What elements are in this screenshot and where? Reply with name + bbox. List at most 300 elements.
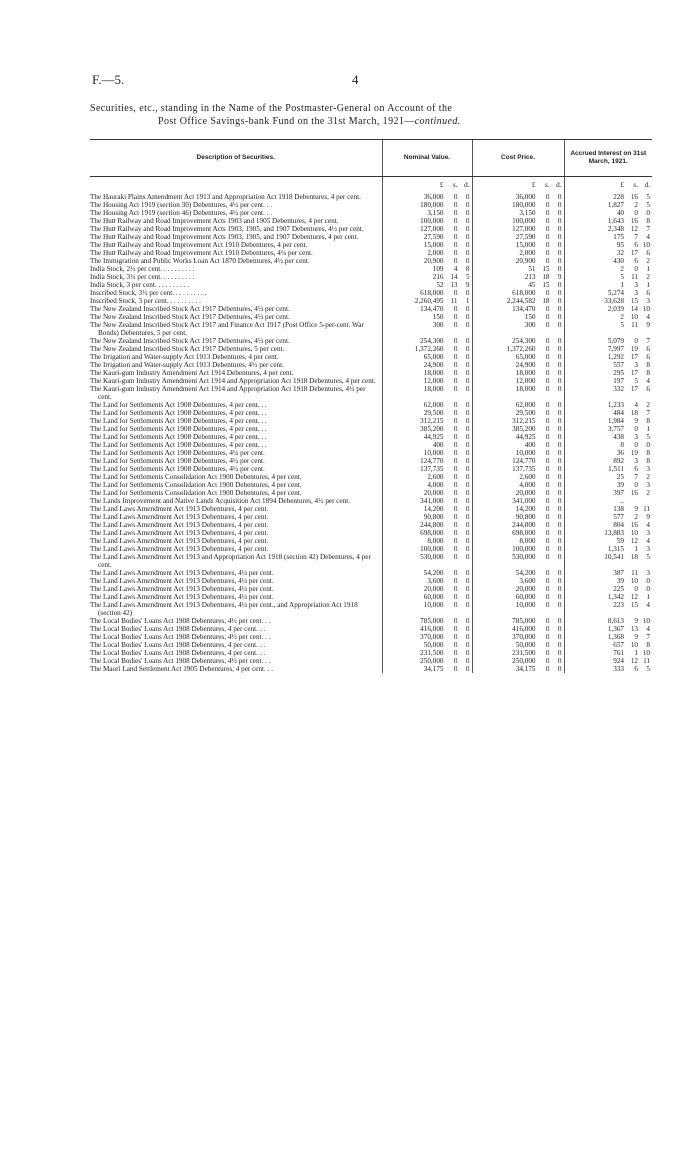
cost-price [472, 385, 564, 401]
nominal-value [382, 201, 472, 209]
description-text: The Hauraki Plains Amendment Act 1913 and Appropriation Act 1918 Debentures, 4 per cent. [90, 193, 361, 201]
pence: 0 [465, 545, 470, 553]
pounds: 1,367 [607, 625, 624, 633]
pounds: 44,925 [515, 433, 536, 441]
description-text: The Land for Settlements Act 1908 Debentures, 4 per cent. . . [90, 409, 267, 417]
pounds: 20,000 [515, 585, 536, 593]
pounds: 698,000 [512, 529, 536, 537]
pence: 0 [557, 433, 562, 441]
description-text: The Housing Act 1919 (section 46) Debentures, 4½ per cent. . . [90, 209, 273, 217]
pence: 0 [465, 425, 470, 433]
pence: 9 [646, 321, 650, 329]
pence: 8 [646, 641, 650, 649]
cost-price [472, 377, 564, 385]
description-text: The New Zealand Inscribed Stock Act 1917 Debentures, 4½ per cent. [90, 305, 290, 313]
shillings: 0 [453, 249, 458, 257]
pounds: 1,315 [607, 545, 624, 553]
shillings: 0 [545, 369, 550, 377]
shillings: 0 [453, 489, 458, 497]
shillings: 0 [453, 465, 458, 473]
pounds: 100,000 [512, 217, 536, 225]
pounds: 50,000 [423, 641, 444, 649]
pounds: 5 [620, 321, 624, 329]
pounds: 1,368 [607, 633, 624, 641]
unit-shilling: s. [452, 181, 458, 189]
shillings: 3 [634, 289, 638, 297]
cost-price [472, 617, 564, 625]
nominal-value [382, 625, 472, 633]
pence: 0 [557, 321, 562, 329]
pence: 5 [465, 273, 470, 281]
description-text: The Kauri-gum Industry Amendment Act 1914 and Appropriation Act 1918 Debentures, 4½ per cent. [90, 385, 366, 401]
shillings: 10 [630, 577, 638, 585]
pounds: 761 [613, 649, 624, 657]
security-description [90, 337, 382, 345]
shillings: 0 [453, 361, 458, 369]
pence: 0 [465, 289, 470, 297]
table-row [90, 289, 652, 297]
pounds: 18,000 [515, 385, 536, 393]
shillings: 12 [630, 225, 638, 233]
shillings: 0 [545, 449, 550, 457]
shillings: 0 [453, 553, 458, 561]
heading-line-2 [90, 115, 650, 128]
pounds: 127,000 [512, 225, 536, 233]
pence: 0 [465, 313, 470, 321]
pounds: 2,244,582 [506, 297, 536, 305]
shillings: 0 [453, 313, 458, 321]
pounds: 14,200 [423, 505, 444, 513]
pounds: 18,000 [515, 369, 536, 377]
pounds: 8,613 [607, 617, 624, 625]
security-description [90, 513, 382, 521]
cost-price [472, 577, 564, 585]
security-description [90, 529, 382, 537]
pence: 0 [557, 385, 562, 393]
nominal-value [382, 249, 472, 257]
pence: 10 [642, 617, 650, 625]
nominal-value [382, 449, 472, 457]
table-row [90, 617, 652, 625]
pounds: 39 [616, 577, 624, 585]
table-row [90, 257, 652, 265]
pence: 0 [557, 409, 562, 417]
accrued-interest [564, 481, 652, 489]
pence: 0 [465, 321, 470, 329]
table-row [90, 625, 652, 633]
description-text: The New Zealand Inscribed Stock Act 1917 Debentures, 4½ per cent. [90, 313, 290, 321]
pounds: 44,925 [423, 433, 444, 441]
pence: 1 [646, 265, 650, 273]
pence: 0 [557, 625, 562, 633]
security-description [90, 233, 382, 241]
table-row [90, 377, 652, 385]
pence: 0 [465, 537, 470, 545]
pence: 0 [465, 473, 470, 481]
accrued-interest [564, 401, 652, 409]
nominal-value [382, 273, 472, 281]
cost-price [472, 353, 564, 361]
pounds: 400 [524, 441, 536, 449]
pounds: 3,757 [607, 425, 624, 433]
pounds: 10,541 [604, 553, 624, 561]
description-text: The Housing Act 1919 (section 30) Debentures, 4½ per cent. . . [90, 201, 273, 209]
table-row [90, 665, 652, 673]
shillings: 14 [630, 305, 638, 313]
shillings: 0 [545, 665, 550, 673]
shillings: 0 [545, 241, 550, 249]
security-description [90, 377, 382, 385]
pounds: 29,500 [423, 409, 444, 417]
cost-price [472, 233, 564, 241]
table-row [90, 457, 652, 465]
shillings: 11 [450, 297, 458, 305]
cost-price [472, 225, 564, 233]
pence: 0 [465, 481, 470, 489]
security-description [90, 321, 382, 337]
unit-penny: d. [644, 181, 650, 189]
nominal-value [382, 465, 472, 473]
security-description [90, 417, 382, 425]
pounds: 438 [613, 433, 624, 441]
shillings: 7 [634, 233, 638, 241]
shillings: 0 [634, 441, 638, 449]
cost-price [472, 281, 564, 289]
pence: 10 [642, 305, 650, 313]
pence: 3 [646, 297, 650, 305]
shillings: 0 [545, 625, 550, 633]
cost-price [472, 601, 564, 617]
shillings: 16 [630, 521, 638, 529]
pence: 2 [646, 257, 650, 265]
unit-shilling: s. [633, 181, 638, 189]
security-description [90, 193, 382, 201]
shillings: 0 [453, 513, 458, 521]
pounds: 785,000 [420, 617, 444, 625]
accrued-interest [564, 425, 652, 433]
pence: 0 [557, 657, 562, 665]
shillings: 0 [545, 641, 550, 649]
pence: 0 [557, 641, 562, 649]
pence: 5 [646, 433, 650, 441]
shillings: 0 [453, 433, 458, 441]
pence: 0 [557, 465, 562, 473]
pounds: 20,000 [423, 489, 444, 497]
nominal-value [382, 521, 472, 529]
pence: 4 [646, 537, 650, 545]
shillings: 0 [453, 577, 458, 585]
nominal-value [382, 617, 472, 625]
shillings: 0 [453, 449, 458, 457]
pounds: 138 [613, 505, 624, 513]
accrued-interest [564, 633, 652, 641]
accrued-interest [564, 657, 652, 665]
nominal-value [382, 569, 472, 577]
pounds: 2,000 [427, 249, 444, 257]
table-row [90, 593, 652, 601]
table-row [90, 633, 652, 641]
shillings: 0 [545, 577, 550, 585]
pence: 0 [465, 401, 470, 409]
accrued-interest [564, 489, 652, 497]
table-row [90, 201, 652, 209]
pounds: 7,997 [607, 345, 624, 353]
pounds: 1 [620, 281, 624, 289]
accrued-interest [564, 217, 652, 225]
pence: 0 [557, 617, 562, 625]
pounds: 20,000 [423, 585, 444, 593]
table-row [90, 465, 652, 473]
pence: 0 [465, 385, 470, 393]
description-text: India Stock, 3 per cent. . . . . . . . . . [90, 281, 190, 289]
table-row [90, 321, 652, 337]
accrued-interest [564, 505, 652, 513]
pounds: 197 [613, 377, 624, 385]
accrued-interest [564, 305, 652, 313]
shillings: 0 [453, 401, 458, 409]
nominal-value [382, 257, 472, 265]
security-description [90, 585, 382, 593]
unit-penny: d. [556, 181, 562, 189]
pounds: 1,827 [607, 201, 624, 209]
pence: 0 [557, 489, 562, 497]
cost-price [472, 641, 564, 649]
shillings: 17 [630, 249, 638, 257]
shillings: 0 [453, 241, 458, 249]
cost-price [472, 537, 564, 545]
shillings: 0 [545, 441, 550, 449]
unit-pound: £ [620, 181, 624, 189]
shillings: 0 [453, 425, 458, 433]
pence: 0 [557, 233, 562, 241]
shillings: 4 [634, 401, 638, 409]
cost-price [472, 457, 564, 465]
nominal-value [382, 433, 472, 441]
pounds: 341,000 [512, 497, 536, 505]
security-description [90, 457, 382, 465]
nominal-value [382, 441, 472, 449]
accrued-interest [564, 193, 652, 201]
nominal-value [382, 401, 472, 409]
security-description [90, 625, 382, 633]
column-header-nominal: Nominal Value. [382, 140, 472, 177]
pence: 0 [557, 401, 562, 409]
shillings: 15 [630, 601, 638, 609]
shillings: 16 [630, 217, 638, 225]
accrued-interest [564, 465, 652, 473]
pounds: 892 [613, 457, 624, 465]
security-description [90, 617, 382, 625]
nominal-value [382, 209, 472, 217]
pounds: 65,000 [515, 353, 536, 361]
pence: 3 [646, 465, 650, 473]
shillings: 0 [453, 369, 458, 377]
shillings: 0 [453, 537, 458, 545]
pence: 0 [465, 505, 470, 513]
pence: 0 [465, 489, 470, 497]
pence: 0 [557, 297, 562, 305]
accrued-interest [564, 577, 652, 585]
cost-price [472, 425, 564, 433]
nominal-value [382, 641, 472, 649]
pounds: 2,600 [519, 473, 536, 481]
pence: 6 [646, 353, 650, 361]
pence: 0 [557, 593, 562, 601]
shillings: 4 [453, 265, 458, 273]
shillings: 0 [545, 585, 550, 593]
accrued-interest [564, 617, 652, 625]
pence: 1 [646, 593, 650, 601]
accrued-interest [564, 601, 652, 617]
shillings: 3 [634, 281, 638, 289]
description-text: The Local Bodies' Loans Act 1908 Debentures, 4½ per cent. . . [90, 657, 271, 665]
nominal-value [382, 377, 472, 385]
nominal-value [382, 313, 472, 321]
accrued-interest [564, 449, 652, 457]
cost-price [472, 529, 564, 537]
accrued-interest [564, 409, 652, 417]
pounds: 175 [613, 233, 624, 241]
table-row [90, 569, 652, 577]
table-row [90, 361, 652, 369]
shillings: 0 [545, 353, 550, 361]
pounds: 397 [613, 489, 624, 497]
pounds: 20,900 [515, 257, 536, 265]
accrued-interest [564, 209, 652, 217]
security-description [90, 537, 382, 545]
pence: 0 [465, 513, 470, 521]
pence: 0 [557, 553, 562, 561]
pence: 0 [465, 649, 470, 657]
shillings: 0 [453, 641, 458, 649]
pence: 0 [557, 457, 562, 465]
security-description [90, 305, 382, 313]
pounds: 4,000 [519, 481, 536, 489]
pence: 7 [646, 409, 650, 417]
pence: 0 [557, 361, 562, 369]
shillings: 12 [630, 537, 638, 545]
pence: 9 [646, 513, 650, 521]
pence: 8 [646, 417, 650, 425]
description-text: The Maori Land Settlement Act 1905 Debentures, 4 per cent. . . [90, 665, 274, 673]
pence: 0 [557, 369, 562, 377]
pence: 11 [643, 657, 650, 665]
table-row [90, 209, 652, 217]
accrued-interest [564, 361, 652, 369]
pence: 0 [465, 529, 470, 537]
shillings: 9 [634, 505, 638, 513]
pounds: 698,000 [420, 529, 444, 537]
security-description [90, 241, 382, 249]
column-header-cost: Cost Price. [472, 140, 564, 177]
shillings: 0 [634, 481, 638, 489]
pounds: 124,770 [512, 457, 536, 465]
description-text: The Irrigation and Water-supply Act 1913 Debentures, 4½ per cent. [90, 361, 284, 369]
description-text: The Lands Improvement and Native Lands Acquisition Act 1894 Debentures, 4½ per cent. [90, 497, 351, 505]
pence: 0 [465, 433, 470, 441]
cost-price [472, 249, 564, 257]
pence: 8 [646, 457, 650, 465]
pounds: 54,200 [423, 569, 444, 577]
nominal-value [382, 593, 472, 601]
cost-price [472, 401, 564, 409]
pence: 0 [646, 209, 650, 217]
shillings: 0 [545, 513, 550, 521]
table-row [90, 537, 652, 545]
pence: 0 [465, 465, 470, 473]
description-text: The Immigration and Public Works Loan Act 1870 Debentures, 4½ per cent. [90, 257, 310, 265]
shillings: 0 [453, 233, 458, 241]
pounds: 333 [613, 665, 624, 673]
security-description [90, 441, 382, 449]
shillings: 1 [634, 545, 638, 553]
nominal-value [382, 361, 472, 369]
shillings: 0 [453, 649, 458, 657]
pence: 0 [465, 569, 470, 577]
shillings: 18 [630, 553, 638, 561]
pence: 8 [646, 369, 650, 377]
pence: 0 [557, 209, 562, 217]
pounds: 95 [616, 241, 624, 249]
description-text: The Land Laws Amendment Act 1913 Debentures, 4½ per cent. [90, 569, 274, 577]
security-description [90, 217, 382, 225]
shillings: 13 [450, 281, 458, 289]
pounds: 137,735 [512, 465, 536, 473]
pounds: 134,470 [512, 305, 536, 313]
accrued-interest [564, 641, 652, 649]
pounds: 216 [432, 273, 444, 281]
shillings: 0 [453, 473, 458, 481]
shillings: 0 [453, 353, 458, 361]
pence: 1 [465, 297, 470, 305]
pounds: 180,000 [512, 201, 536, 209]
table-row [90, 369, 652, 377]
accrued-interest [564, 377, 652, 385]
accrued-interest [564, 273, 652, 281]
pence: 0 [465, 257, 470, 265]
description-text: The Land Laws Amendment Act 1913 Debentures, 4½ per cent. [90, 577, 274, 585]
pence: 0 [465, 233, 470, 241]
shillings: 0 [545, 305, 550, 313]
table-row [90, 225, 652, 233]
cost-price [472, 209, 564, 217]
pence: 0 [557, 481, 562, 489]
shillings: 1 [634, 649, 638, 657]
nominal-value [382, 489, 472, 497]
shillings: 19 [630, 449, 638, 457]
pence: 8 [465, 265, 470, 273]
pounds: 134,470 [420, 305, 444, 313]
shillings: 0 [545, 425, 550, 433]
description-text: India Stock, 3½ per cent. . . . . . . . . . [90, 273, 195, 281]
pounds: 385,200 [420, 425, 444, 433]
pence: 0 [465, 369, 470, 377]
pounds: 62,000 [515, 401, 536, 409]
nominal-value [382, 657, 472, 665]
description-text: The Irrigation and Water-supply Act 1913 Debentures, 4 per cent. [90, 353, 279, 361]
pounds: 150 [524, 313, 536, 321]
accrued-interest [564, 201, 652, 209]
pounds: 109 [432, 265, 444, 273]
table-row [90, 417, 652, 425]
nominal-value [382, 513, 472, 521]
pence: 0 [465, 417, 470, 425]
units-interest [564, 177, 652, 190]
pence: 10 [642, 649, 650, 657]
shillings: 0 [545, 553, 550, 561]
pence: 10 [642, 241, 650, 249]
security-description [90, 281, 382, 289]
